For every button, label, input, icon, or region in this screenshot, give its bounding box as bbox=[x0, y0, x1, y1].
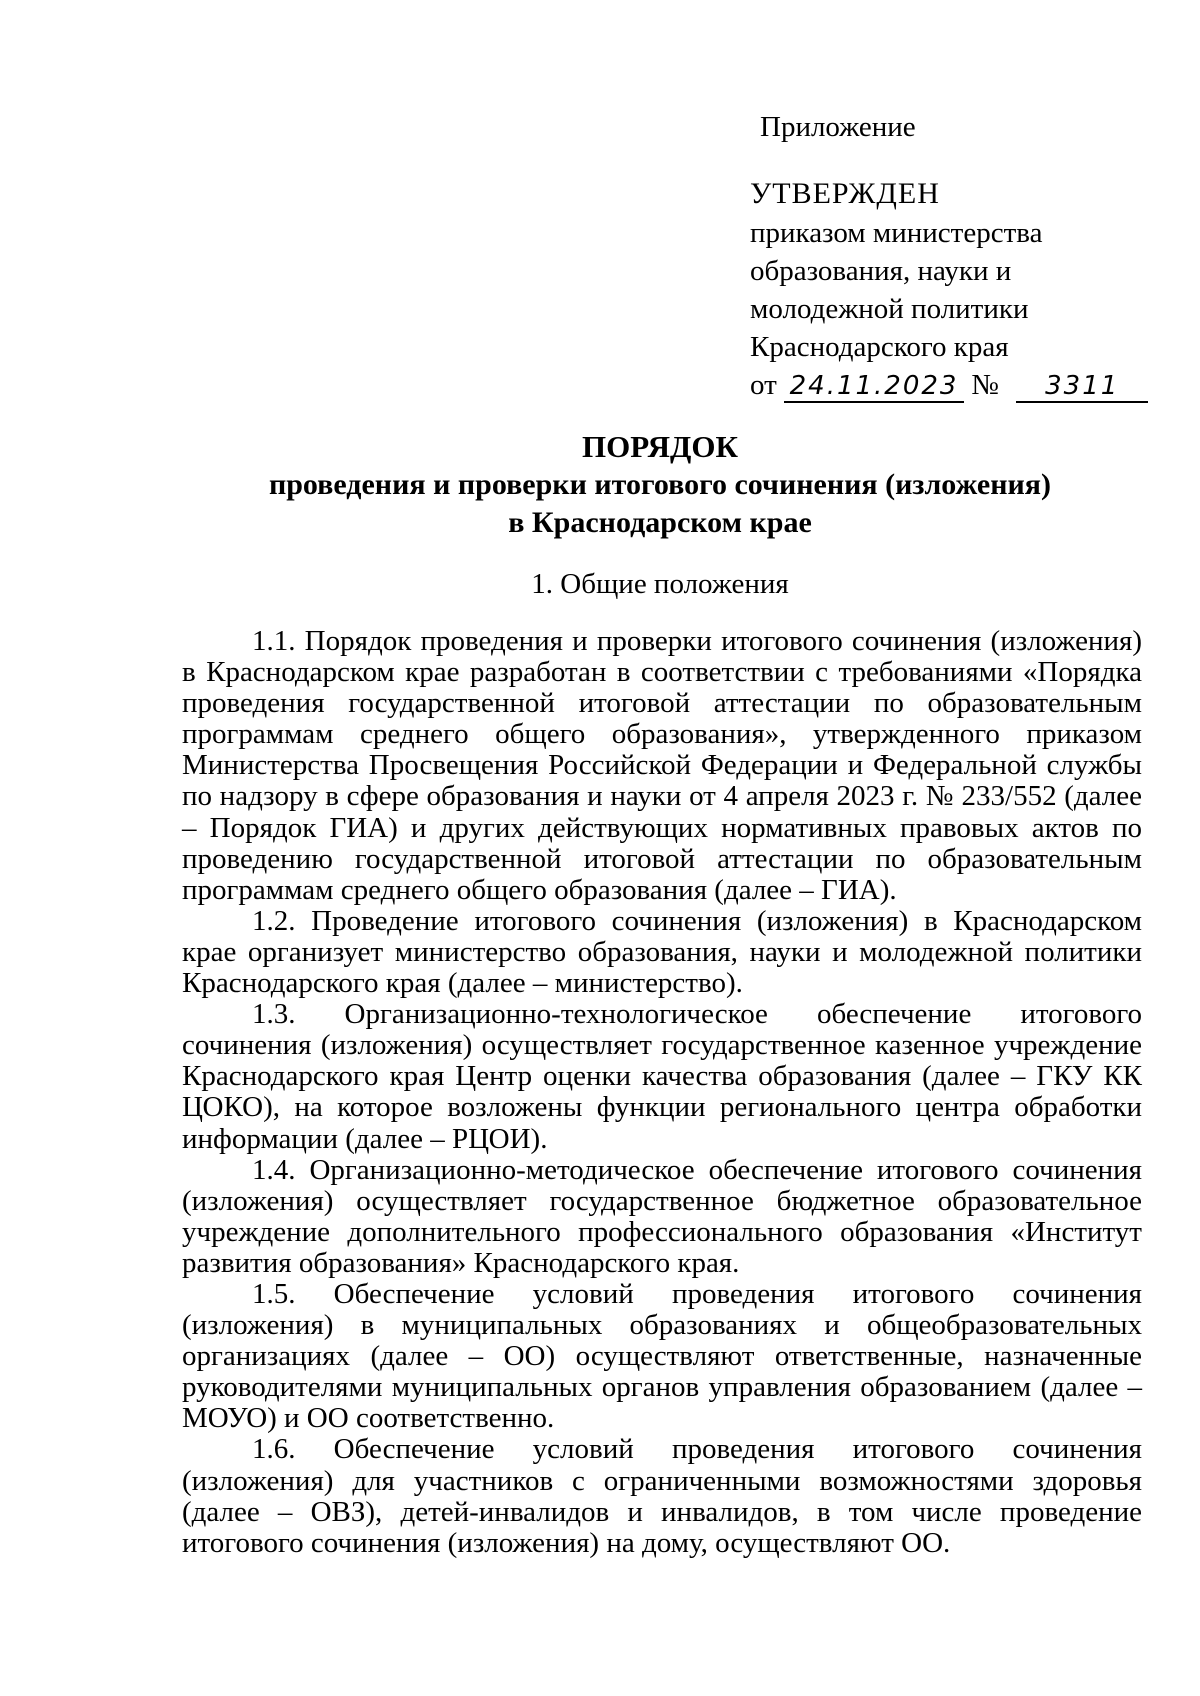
paragraph-1-6: 1.6. Обеспечение условий проведения итогового сочинения (изложения) для участников с ограниченными возможностями здоровья (далее – ОВЗ), детей-инвалидов и инвалидов, в том числе проведение итогового сочинения (изложения) на дому, осуществляют ОО. bbox=[182, 1433, 1142, 1559]
approval-line: приказом министерства bbox=[750, 217, 1043, 249]
approval-block bbox=[750, 108, 1150, 404]
order-date-line bbox=[750, 366, 1150, 404]
title-line: в Краснодарском крае bbox=[508, 506, 812, 539]
paragraph-1-3: 1.3. Организационно-технологическое обеспечение итогового сочинения (изложения) осуществляет государственное казенное учреждение Краснодарского края Центр оценки качества образования (далее – ГКУ КК ЦОКО), на которое возложены функции регионального центра обработки информации (далее – РЦОИ). bbox=[182, 998, 1142, 1155]
document-body bbox=[182, 626, 1142, 1559]
document-title bbox=[180, 428, 1140, 542]
section-title: 1. Общие положения bbox=[531, 568, 789, 600]
appendix-label: Приложение bbox=[760, 111, 916, 143]
paragraph-1-1: 1.1. Порядок проведения и проверки итогового сочинения (изложения) в Краснодарском крае разработан в соответствии с требованиями «Порядка проведения государственной итоговой аттестации по образовательным программам среднего общего образования», утвержденного приказом Министерства Просвещения Российской Федерации и Федеральной службы по надзору в сфере образования и науки от 4 апреля 2023 г. № 233/552 (далее – Порядок ГИА) и других действующих нормативных правовых актов по проведению государственной итоговой аттестации по образовательным программам среднего общего образования (далее – ГИА). bbox=[182, 625, 1142, 906]
title-main: ПОРЯДОК bbox=[582, 429, 738, 464]
paragraph-1-2: 1.2. Проведение итогового сочинения (изложения) в Краснодарском крае организует министерство образования, науки и молодежной политики Краснодарского края (далее – министерство). bbox=[182, 904, 1142, 1000]
approved-label: УТВЕРЖДЕН bbox=[750, 177, 940, 210]
number-sign: № bbox=[971, 369, 999, 401]
order-date: 24.11.2023 bbox=[784, 371, 964, 403]
approval-line: Краснодарского края bbox=[750, 331, 1009, 363]
approval-line: образования, науки и bbox=[750, 255, 1012, 287]
paragraph-1-5: 1.5. Обеспечение условий проведения итогового сочинения (изложения) в муниципальных образованиях и общеобразовательных организациях (далее – ОО) осуществляют ответственные, назначенные руководителями муниципальных органов управления образованием (далее – МОУО) и ОО соответственно. bbox=[182, 1277, 1142, 1435]
date-prefix: от bbox=[750, 369, 777, 401]
approval-line: молодежной политики bbox=[750, 293, 1029, 325]
order-number: 3311 bbox=[1016, 371, 1148, 403]
title-line: проведения и проверки итогового сочинения (изложения) bbox=[268, 468, 1052, 501]
paragraph-1-4: 1.4. Организационно-методическое обеспечение итогового сочинения (изложения) осуществляет государственное бюджетное образовательное учреждение дополнительного профессионального образования «Институт развития образования» Краснодарского края. bbox=[182, 1153, 1142, 1279]
